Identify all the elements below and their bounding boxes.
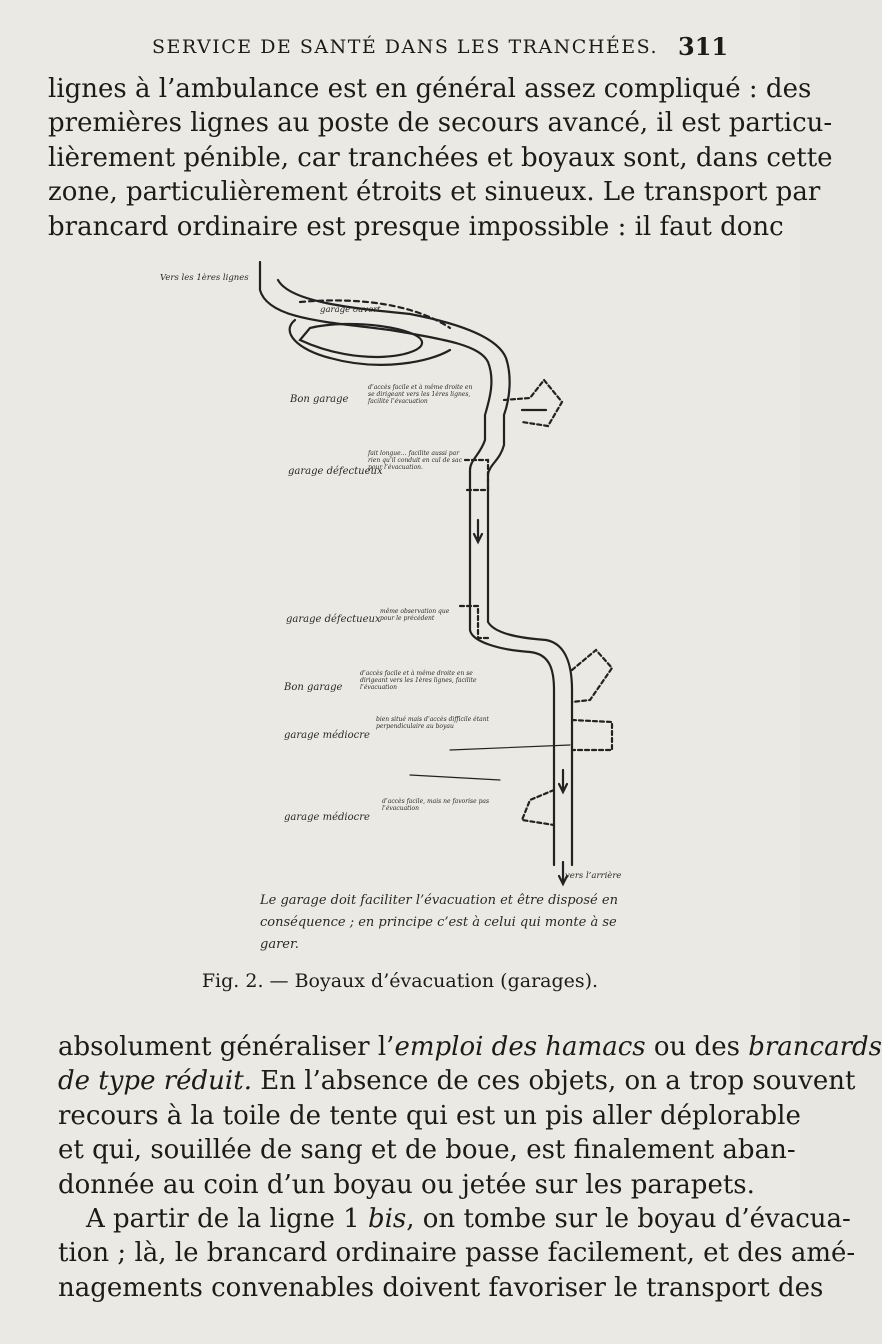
- figure-caption: Fig. 2. — Boyaux d’évacuation (garages).: [201, 970, 599, 992]
- note-2: fait longue… facilite aussi par rien qu’il conduit en cul de sac pour l’évacuation.: [368, 450, 462, 471]
- text-line: premières lignes au poste de secours avancé, il est particu-: [48, 108, 833, 139]
- label-garage-mediocre-1: garage médiocre: [284, 730, 370, 741]
- note-4: d’accès facile et à même droite en se dirigeant vers les 1ères lignes, facilite l’évacuation: [360, 670, 477, 691]
- figure-handwritten-note: Le garage doit faciliter l’évacuation et être disposé en conséquence ; en principe c’est à celui qui monte à se garer.: [260, 893, 618, 952]
- bottom-paragraphs: [58, 1030, 882, 1305]
- text-line: A partir de la ligne 1 bis, on tombe sur le boyau d’évacua-: [86, 1204, 851, 1235]
- note-6: d’accès facile, mais ne favorise pas l’évacuation: [382, 798, 490, 812]
- trench-diagram: [150, 250, 640, 970]
- note-3: même observation que pour le précédent: [380, 608, 450, 622]
- page-number: 311: [678, 32, 729, 61]
- text-line: donnée au coin d’un boyau ou jetée sur les parapets.: [58, 1169, 755, 1200]
- label-bon-garage-2: Bon garage: [284, 682, 343, 693]
- text-line: et qui, souillée de sang et de boue, est finalement aban-: [58, 1135, 796, 1166]
- running-title: SERVICE DE SANTÉ DANS LES TRANCHÉES.: [152, 36, 659, 58]
- label-bon-garage-1: Bon garage: [290, 394, 349, 405]
- label-vers-lignes: Vers les 1ères lignes: [160, 273, 249, 283]
- text-line: recours à la toile de tente qui est un pis aller déplorable: [58, 1100, 801, 1131]
- trench-diagram-svg: [150, 250, 640, 970]
- label-garage-defectueux-1: garage défectueux: [288, 466, 383, 477]
- label-garage-ouvert: garage ouvert: [320, 305, 381, 315]
- note-1: d’accès facile et à même droite en se dirigeant vers les 1ères lignes, facilite l’évacuation: [368, 384, 473, 405]
- text-line: lignes à l’ambulance est en général assez compliqué : des: [48, 74, 812, 104]
- top-paragraph: [48, 72, 833, 244]
- text-line: de type réduit. En l’absence de ces objets, on a trop souvent: [58, 1066, 856, 1097]
- text-line: brancard ordinaire est presque impossible : il faut donc: [48, 211, 784, 242]
- text-line: tion ; là, le brancard ordinaire passe facilement, et des amé-: [58, 1238, 856, 1269]
- text-line: nagements convenables doivent favoriser le transport des: [58, 1272, 824, 1303]
- text-line: zone, particulièrement étroits et sinueux. Le transport par: [48, 177, 821, 208]
- note-5: bien situé mais d’accès difficile étant perpendiculaire au boyau: [376, 716, 489, 730]
- label-vers-arriere: vers l’arrière: [565, 871, 622, 881]
- label-garage-mediocre-2: garage médiocre: [284, 812, 370, 823]
- running-head: [0, 32, 800, 66]
- text-line: lièrement pénible, car tranchées et boyaux sont, dans cette: [48, 142, 833, 173]
- text-line: absolument généraliser l’emploi des hamacs ou des brancards: [58, 1032, 882, 1062]
- label-garage-defectueux-2: garage défectueux: [286, 614, 381, 625]
